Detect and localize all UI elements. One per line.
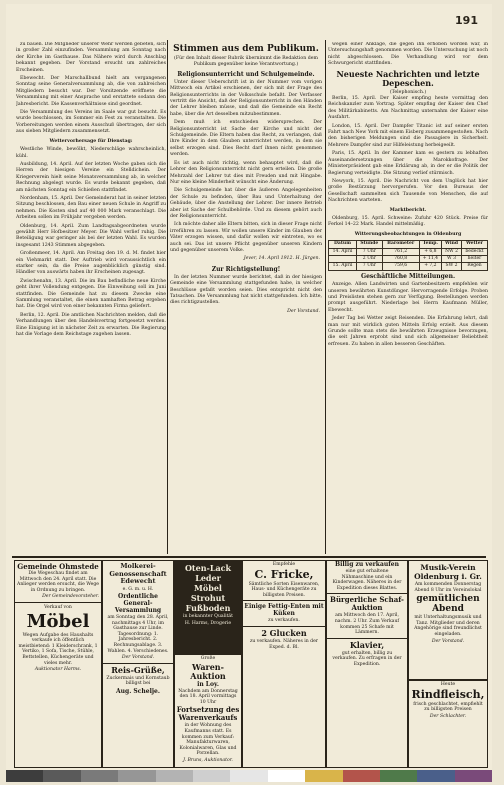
article-text: Zwischenahn, 13. April. Die im Bau befindliche neue Kirche geht ihrer Vollendung entgegen. Die Einweihung soll im Juni stattfinden. Die Gemeinde hat zu diesem Zwecke eine Sammlung veranstaltet, die einen namhaften Betrag ergeben hat. Die Orgel wird von einer bekannten Firma geliefert. xyxy=(16,278,166,310)
article-text: Ausbildung, 14. April. Auf der letzten Woche gaben sich die Herren der hiesigen Vereine ein Stelldichein. Der Kriegerverein hielt seine Monatsversammlung ab, in welcher Rechnung abgelegt wurde. Es wurde bekannt gegeben, daß am nächsten Sonntag ein Schießen stattfindet. xyxy=(16,161,166,193)
ad-title: Molkerei-Genossenschaft Edewecht xyxy=(109,562,167,585)
table-cell: 14. April xyxy=(329,248,357,255)
article-text: In der letzten Nummer wurde berichtet, daß in der hiesigen Gemeinde eine Versammlung stattgefunden habe, in welcher Beschlüsse gefaßt worden seien. Dies entspricht nicht den Tatsachen. Die Versammlung hat nicht stattgefunden. Ich bitte, dies richtigzustellen. xyxy=(170,274,322,306)
ad-signature: J. Bruns, Auktionator. xyxy=(183,757,233,763)
ad-signature: Der Schlachter. xyxy=(429,713,467,719)
ad-text: eine gut erhaltene Nähmaschine und ein Kinderwagen. Näheres in der Expedition dieses Blattes. xyxy=(332,569,402,591)
ad-text: Wegen Aufgabe des Haushalts verkaufe ich öffentlich meistbietend: 1 Kleiderschrank, 1 Vertiko, 1 Sofa, Tische, Stühle, Bettstellen, Küchengeräte und vieles mehr. xyxy=(18,632,98,666)
ad-text: gut erhalten, billig zu verkaufen. Zu erfragen in der Expedition. xyxy=(332,650,402,667)
ad-text: am Sonntag den 28. April, nachmittags 4 Uhr, im Gasthause zur Linde. Tagesordnung: 1. Jahresbericht. 2. Rechnungsablage. 3. Wahlen. 4. Verschiedenes. xyxy=(107,615,169,654)
table-row xyxy=(329,248,488,255)
ad-subtitle: e. G. m. u. H. xyxy=(122,586,154,592)
table-header-cell: Datum xyxy=(329,241,357,248)
weather-table-title: Witterungsbeobachtungen in Oldenburg xyxy=(354,231,462,237)
color-swatch xyxy=(305,770,342,782)
article-text: wegen einer Anklage, die gegen ihn erhoben worden war, in Untersuchungshaft genommen worden. Die Untersuchung ist noch nicht abgeschlossen. Die Verhandlung wird vor dem Schwurgericht stattfinden. xyxy=(328,42,488,67)
table-header-cell: Temp. xyxy=(419,241,441,248)
color-swatch xyxy=(81,770,118,782)
table-cell: + 6,8 xyxy=(419,248,441,255)
ad-title: Bürgerliche Schaf-Auktion xyxy=(330,595,404,613)
signature: Der Vorstand. xyxy=(287,308,320,314)
section-note: (Für den Inhalt dieser Rubrik übernimmt die Redaktion dem Publikum gegenüber keine Verantwortung.) xyxy=(174,56,318,68)
article-text: Die Schulgemeinde hat über die äußeren Angelegenheiten der Schule zu befinden, über Bau und Unterhaltung der Gebäude, über die Anstellung der Lehrer. Der innere Betrieb aber ist Sache der Schulbehörde. Und zu diesem gehört auch der Religionsunterricht. xyxy=(170,188,322,219)
ad-fricke xyxy=(242,560,326,768)
ad-name: Aug. Schelje. xyxy=(116,688,160,696)
ad-lack xyxy=(174,560,242,654)
table-cell xyxy=(329,255,357,262)
color-swatch xyxy=(193,770,230,782)
signature: Jever, 14. April 1912. H. Jürgen. xyxy=(243,256,320,262)
ad-subtitle: Verkauf von xyxy=(44,604,72,610)
ad-title: Rindfleisch, xyxy=(411,687,485,701)
table-cell: 759,6 xyxy=(382,263,419,270)
ad-signature: Auktionator Harms. xyxy=(34,667,82,673)
color-swatch xyxy=(230,770,267,782)
table-header-row xyxy=(329,241,488,248)
table-cell: SW 2 xyxy=(442,263,462,270)
ad-title: Musik-Verein Oldenburg i. Gr. xyxy=(414,563,482,581)
ad-text: in der Wohnung des Kaufmanns statt. Es kommen zum Verkauf: Manufakturwaren, Kolonialwaren, Glas und Porzellan. xyxy=(179,723,237,757)
table-header-cell: Wind xyxy=(442,241,462,248)
table-cell: NW 2 xyxy=(442,248,462,255)
ad-line: Fußboden xyxy=(185,603,231,613)
color-swatch xyxy=(455,770,492,782)
article-text: zu bauen. Die Mitglieder unserer Wehr werden gebeten, sich in großer Zahl einzufinden. Versammlung am Sonntag nach der Kirche im Gasthause. Das Nähere wird durch Anschlag bekannt gegeben. Der Vorstand ersucht um zahlreiches Erscheinen. xyxy=(16,42,166,73)
table-cell: 15. April xyxy=(329,263,357,270)
news-heading: Neueste Nachrichten und letzte Depeschen. xyxy=(336,68,480,88)
ad-text: am Mittwoch den 17. April, nachm. 2 Uhr. Zum Verkauf kommen 25 Schafe mit Lämmern. xyxy=(334,613,400,636)
weather-table xyxy=(328,240,488,271)
color-swatch xyxy=(380,770,417,782)
ad-title: Fortsetzung des Warenverkaufs xyxy=(176,705,240,723)
newspaper-page xyxy=(6,4,492,774)
table-cell: + 7,2 xyxy=(419,263,441,270)
article-text: Berlin, 12. April. Die amtlichen Nachrichten melden, daß die Verhandlungen über den Handelsvertrag fortgesetzt werden. Eine Einigung ist in nächster Zeit zu erwarten. Die Regierung hat die Vorlage dem Reichstage zugehen lassen. xyxy=(16,312,166,338)
column-rule xyxy=(167,40,168,554)
article-text: Oldenburg, 14. April. Zum Landtagsabgeordneten wurde gewählt Herr Hofbesitzer Meyer. Die Wahl verlief ruhig. Die Beteiligung war geringer als bei der letzten Wahl. Es wurden insgesamt 1243 Stimmen abgegeben. xyxy=(16,223,166,248)
ad-place: in Loy. xyxy=(197,680,219,688)
ad-text: Sämtliche Sorten Eisenwaren, Haus- und Küchengeräte zu billigsten Preisen. xyxy=(248,581,320,598)
notice-title: Geschäftliche Mitteilungen. xyxy=(360,272,456,280)
table-cell: bedeckt xyxy=(461,248,487,255)
color-swatch xyxy=(43,770,80,782)
article-text: Dem muß ich entschieden widersprechen. Der Religionsunterricht ist Sache der Kirche und nicht der Schulgemeinde. Die Eltern haben das Recht, zu verlangen, daß ihre Kinder in dem Glauben unterrichtet werden, in dem sie selbst erzogen sind. Dies Recht darf ihnen nicht genommen werden. xyxy=(170,120,322,158)
ad-title: Reis-Grüße, xyxy=(111,664,165,675)
ad-text: Am kommenden Donnerstag Abend 8 Uhr im Vereinslokal xyxy=(414,582,482,593)
page-number: 191 xyxy=(455,14,478,27)
table-header-cell: Wetter xyxy=(461,241,487,248)
ad-shop: H. Harms, Drogerie xyxy=(184,620,232,626)
article-text: Unter dieser Ueberschrift ist in der Nummer vom vorigen Mittwoch ein Artikel erschienen, der sich mit der Frage des Religionsunterrichts in der Volksschule befaßt. Der Verfasser vertritt die Ansicht, daß der Religionsunterricht in den Händen der Lehrer bleiben müsse, und daß die Gemeinde ein Recht habe, über die Art desselben mitzubestimmen. xyxy=(170,79,322,117)
ad-head: Große xyxy=(200,656,216,661)
article-title: Religionsunterricht und Schulgemeinde. xyxy=(177,70,315,78)
article-text: Paris, 15. April. In der Kammer kam es gestern zu lebhaften Auseinandersetzungen über die Marokkofrage. Der Ministerpräsident gab eine Erklärung ab, in der er die Politik der Regierung verteidigte. Die Sitzung verlief stürmisch. xyxy=(328,151,488,176)
weather-forecast-text: Westliche Winde, bewölkt, Niederschläge wahrscheinlich, kühl. xyxy=(16,147,166,159)
color-swatch xyxy=(343,770,380,782)
color-calibration-strip xyxy=(6,770,492,782)
news-subheading: (Telephonisch.) xyxy=(389,89,427,95)
table-cell: Regen xyxy=(461,263,487,270)
ad-line: Leder xyxy=(195,573,221,583)
article-text: Berlin, 15. April. Der Kaiser empfing heute vormittag den Reichskanzler zum Vortrag. Später empfing der Kaiser den Chef des Militärkabinetts. Am Nachmittag unternahm der Kaiser eine Ausfahrt. xyxy=(328,96,488,121)
ad-head: Billig zu verkaufen xyxy=(335,561,399,568)
ad-text: Die Wegeschau findet am Mittwoch den 24. April statt. Die Anlieger werden ersucht, die Wege in Ordnung zu bringen. xyxy=(17,571,100,593)
article-text: London, 15. April. Der Dampfer Titanic ist auf seiner ersten Fahrt nach New York mit einem Eisberg zusammengestoßen. Nach den bisherigen Meldungen sind die Passagiere in Sicherheit. Mehrere Dampfer sind zur Hilfeleistung herbeigeeilt. xyxy=(328,123,488,148)
color-swatch xyxy=(268,770,305,782)
column-rule xyxy=(325,40,326,554)
ad-head: Heute xyxy=(440,682,456,687)
table-cell: heiter xyxy=(461,255,487,262)
ad-line: Möbel xyxy=(194,583,222,593)
table-header-cell: Barometer xyxy=(382,241,419,248)
ad-title: Oten-Lack xyxy=(184,563,232,573)
table-cell: 761,2 xyxy=(382,248,419,255)
article-text: Es ist auch nicht richtig, wenn behauptet wird, daß die Lehrer den Religionsunterricht nicht gern erteilen. Die große Mehrzahl der Lehrer tut dies mit Freuden und mit Hingabe. Nur eine kleine Minderheit wünscht eine Änderung. xyxy=(170,160,322,185)
table-cell: 760,8 xyxy=(382,255,419,262)
article-text: Newyork, 15. April. Die Nachricht von dem Unglück hat hier große Bestürzung hervorgerufen. Vor den Bureaus der Gesellschaft sammelten sich Tausende von Menschen, die auf Nachrichten warteten. xyxy=(328,178,488,204)
color-swatch xyxy=(6,770,43,782)
ad-title: gemütlichen Abend xyxy=(416,594,480,615)
ad-musik xyxy=(408,560,488,680)
weather-forecast-title: Wettervorhersage für Dienstag: xyxy=(49,138,133,144)
article-text: Jeder Tag bei Wetter zeigt Reisenden. Die Erfahrung lehrt, daß man nur mit wirklich guten Mitteln Erfolg erzielt. Aus diesem Grunde sollte man stets die bewährten Erzeugnisse bevorzugen, die seit Jahren erprobt sind und sich allgemeiner Beliebtheit erfreuen. Zu haben in allen besseren Geschäften. xyxy=(328,316,488,347)
ad-text: in bekannter Qualität xyxy=(182,614,234,619)
ad-text: mit Unterhaltungsmusik und Tanz. Mitglieder und deren Angehörige sind freundlichst eingeladen. xyxy=(414,615,482,637)
ad-big-title: Möbel xyxy=(26,610,90,632)
article-text: Großenmeer, 14. April. Am Freitag den 19. d. M. findet hier ein Viehmarkt statt. Der Auftrieb wird voraussichtlich ein starker sein, da die Preise augenblicklich günstig sind. Händler von auswärts haben ihr Erscheinen zugesagt. xyxy=(16,251,166,276)
table-cell: 2 Uhr xyxy=(357,255,383,262)
table-header-cell: Stunde xyxy=(357,241,383,248)
table-cell: 7 Uhr xyxy=(357,248,383,255)
article-text: Nordenham, 15. April. Der Gemeinderat hat in seiner letzten Sitzung beschlossen, den Bau einer neuen Schule in Angriff zu nehmen. Die Kosten sind auf 40 000 Mark veranschlagt. Die Arbeiten sollen im Frühjahr vergeben werden. xyxy=(16,195,166,221)
column-2 xyxy=(170,42,322,552)
ad-molkerei xyxy=(102,560,174,768)
ad-title: Waren-Auktion xyxy=(190,661,226,681)
article-text: Die Versammlung des Vereins im Saale war gut besucht. Es wurde beschlossen, im Sommer ein Fest zu veranstalten. Die Vorbereitungen werden einem Ausschuß übertragen, der sich aus sieben Mitgliedern zusammensetzt. xyxy=(16,110,166,135)
market-text: Oldenburg, 15. April. Schweine: Zufuhr 420 Stück. Preise für Ferkel 14–22 Mark. Handel mittelmäßig. xyxy=(328,215,488,228)
ad-title: Gemeinde Ohmstede xyxy=(17,562,99,571)
ad-auktion xyxy=(174,654,242,768)
ad-text: zu verkaufen. xyxy=(268,618,300,624)
column-3 xyxy=(328,42,488,552)
table-row xyxy=(329,255,488,262)
ad-section-rule xyxy=(12,556,486,558)
ad-title: C. Fricke, xyxy=(254,567,314,581)
ad-text: zu verkaufen. Näheres in der Exped. d. Bl. xyxy=(249,638,319,650)
ad-signature: Der Gemeindevorsteher. xyxy=(42,594,99,600)
table-cell: W 3 xyxy=(442,255,462,262)
column-1 xyxy=(16,42,166,552)
table-cell: 7 Uhr xyxy=(357,263,383,270)
color-swatch xyxy=(118,770,155,782)
ad-rind xyxy=(408,680,488,768)
ad-title: Klavier, xyxy=(349,639,385,650)
ad-text: frisch geschlachtet, empfiehlt zu billigsten Preisen xyxy=(413,701,483,713)
ad-title: 2 Glucken xyxy=(261,627,307,638)
ad-line: Strohut xyxy=(190,593,226,603)
table-row xyxy=(329,263,488,270)
ad-signature: Der Vorstand. xyxy=(121,655,155,661)
article-title: Zur Richtigstellung! xyxy=(211,265,281,273)
ad-title: Ordentliche General-Versammlung xyxy=(114,593,162,615)
ad-gemeinde xyxy=(14,560,102,768)
article-text: Ebewecht. Der Marschallbund hielt am vergangenen Sonntag seine Generalversammlung ab, die von zahlreichen Mitgliedern besucht war. Der Vorsitzende eröffnete die Versammlung mit einer Ansprache und erstattete sodann den Jahresbericht. Die Kassenverhältnisse sind geordnet. xyxy=(16,76,166,107)
notice-text: Anzeige. Allen Landwirten und Gartenbesitzern empfehlen wir unseren bewährten Kunstdünger. Hervorragende Erfolge. Proben und Preislisten stehen gern zur Verfügung. Bestellungen werden prompt ausgeführt. Niederlage bei Herrn Kaufmann Müller, Ebewecht. xyxy=(328,282,488,313)
ad-text: Nachdem am Donnerstag den 18. April vormittags 10 Uhr xyxy=(178,688,238,705)
article-text: Ich möchte daher alle Eltern bitten, sich in dieser Frage nicht irreführen zu lassen. Wir wollen unsere Kinder im Glauben der Väter erzogen wissen, und dafür wollen wir eintreten, wo es auch sei. Das ist unsere Pflicht gegenüber unseren Kindern und gegenüber unserem Volke. xyxy=(170,222,322,253)
ad-right xyxy=(326,560,408,768)
ad-title: Einige Fettig-Enten mit Küken xyxy=(244,603,324,618)
ad-signature: Der Vorstand. xyxy=(431,638,465,644)
market-title: Marktbericht. xyxy=(389,207,427,213)
ad-head: Empfehle xyxy=(272,562,296,567)
color-swatch xyxy=(156,770,193,782)
table-cell: + 11,4 xyxy=(419,255,441,262)
ad-text: Zuckermais und Kornstaub billigst bei xyxy=(106,675,170,687)
section-heading: Stimmen aus dem Publikum. xyxy=(173,44,319,54)
color-swatch xyxy=(417,770,454,782)
